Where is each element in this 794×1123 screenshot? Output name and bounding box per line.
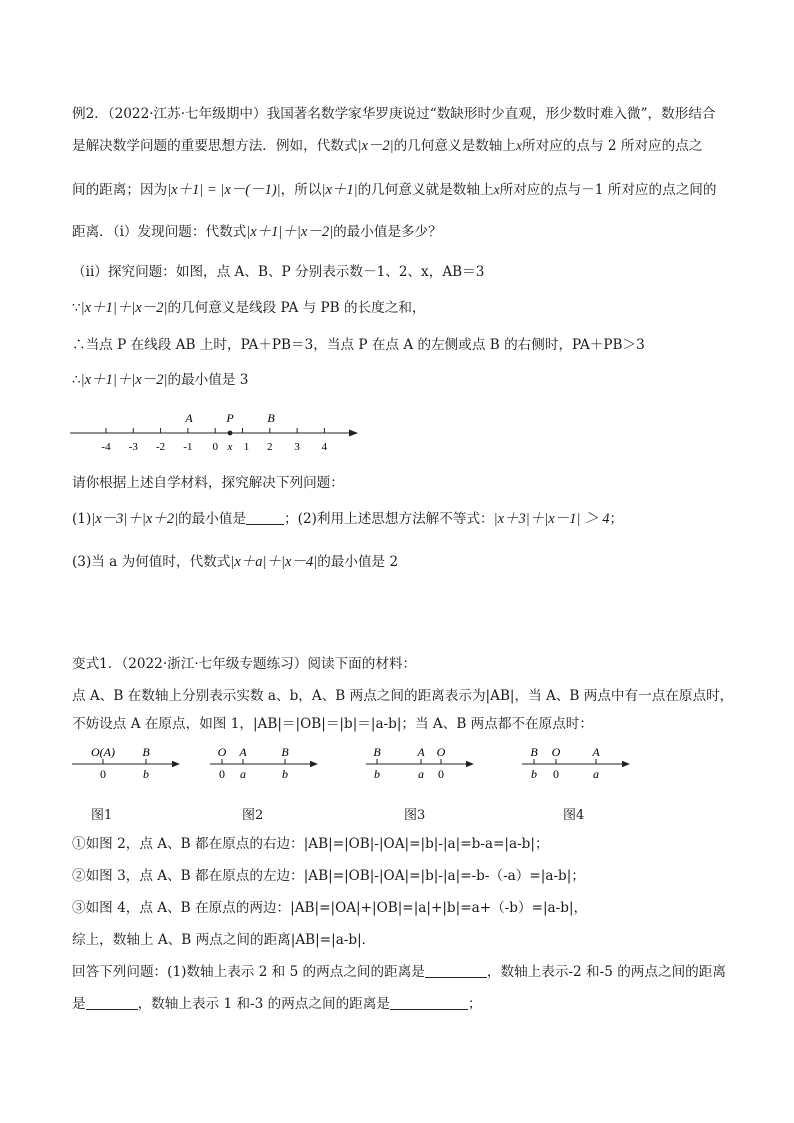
- point-label-a: A: [185, 411, 193, 425]
- figure-2: [208, 742, 323, 782]
- fig2-top-b: B: [281, 745, 289, 759]
- var1-line-2: 点 A、B 在数轴上分别表示实数 a、b，A、B 两点之间的距离表示为|AB|，当 A、B 两点中有一点在原点时，: [72, 688, 734, 704]
- abs-expression: |x＋1|＋|x－2|: [80, 372, 168, 388]
- tick-label: -4: [101, 441, 111, 453]
- tick-label: 4: [321, 441, 328, 453]
- tick-label: -1: [183, 441, 193, 453]
- fig3-top-a: A: [417, 745, 425, 759]
- ex2-line-3: 间的距离；因为|x＋1| = |x－(－1)|，所以|x＋1|的几何意义就是数轴上x所对应的点与－1 所对应的点之间的: [72, 182, 717, 198]
- figure-1: [70, 742, 185, 782]
- answer-blank-3[interactable]: [390, 995, 468, 1010]
- fig4-bottom-a: a: [593, 767, 599, 781]
- caption-fig1: 图1: [91, 808, 113, 823]
- fig4-bottom-b: b: [531, 767, 537, 781]
- abs-expression: |x＋1|＋|x－2|: [80, 300, 168, 316]
- fig3-bottom-0: 0: [438, 767, 444, 781]
- point-p-dot: [228, 431, 233, 436]
- abs-expression: |x－3|＋|x＋2|: [91, 511, 179, 527]
- fig1-top-o: O(A): [91, 745, 115, 759]
- fig1-bottom-0: 0: [100, 767, 106, 781]
- answer-blank[interactable]: [246, 510, 284, 525]
- number-line-figure: [68, 404, 368, 454]
- fig4-top-b: B: [530, 745, 538, 759]
- figure-4: [520, 742, 635, 782]
- var1-question-1: 回答下列问题：(1)数轴上表示 2 和 5 的两点之间的距离是 ，数轴上表示-2 和-5 的两点之间的距离: [72, 964, 726, 980]
- fig1-bottom-b: b: [143, 767, 149, 781]
- ex2-line-4: 距离．（ⅰ）发现问题：代数式|x＋1|＋|x－2|的最小值是多少？: [72, 224, 442, 240]
- ex2-line-6: ∵|x＋1|＋|x－2|的几何意义是线段 PA 与 PB 的长度之和，: [72, 300, 426, 316]
- tick-label: 3: [294, 441, 300, 453]
- caption-fig4: 图4: [563, 808, 585, 823]
- ex2-line-1: 例2．（2022·江苏·七年级期中）我国著名数学家华罗庚说过“数缺形时少直观，形少数时难入微”，数形结合: [72, 106, 716, 122]
- x-label: x: [227, 441, 233, 453]
- abs-expression: |x＋1| = |x－(－1)|: [167, 182, 281, 198]
- abs-expression: |x＋1|＋|x－2|: [246, 224, 334, 240]
- number-line-ticks: [101, 428, 327, 453]
- ex2-line-8: ∴|x＋1|＋|x－2|的最小值是 3: [72, 372, 249, 388]
- tick-label: -2: [156, 441, 166, 453]
- axis-arrow: [349, 430, 358, 437]
- var1-line-3: 不妨设点 A 在原点，如图 1，|AB|＝|OB|＝|b|＝|a-b|；当 A、B 两点都不在原点时：: [72, 716, 593, 732]
- fig2-top-o: O: [217, 745, 227, 759]
- tick-label: -3: [128, 441, 138, 453]
- abs-inequality: |x＋3|＋|x－1| ＞ 4: [493, 511, 610, 527]
- ex2-line-2: 是解决数学问题的重要思想方法．例如，代数式|x－2|的几何意义是数轴上x所对应的点与 2 所对应的点之: [72, 138, 703, 154]
- figure-3: [364, 742, 479, 782]
- var1-question-2: 是 ，数轴上表示 1 和-3 的两点之间的距离是 ；: [72, 996, 482, 1012]
- fig2-top-a: A: [239, 745, 247, 759]
- fig3-bottom-a: a: [418, 767, 424, 781]
- caption-fig3: 图3: [404, 808, 426, 823]
- fig1-top-b: B: [142, 745, 150, 759]
- ex2-line-5: （ⅱ）探究问题：如图，点 A、B、P 分别表示数－1、2、x，AB＝3: [72, 264, 485, 280]
- fig4-top-a: A: [592, 745, 600, 759]
- tick-label: 0: [212, 441, 218, 453]
- var1-summary: 综上，数轴上 A、B 两点之间的距离|AB|=|a-b|．: [72, 932, 376, 948]
- abs-expression: |x＋1|: [321, 182, 358, 198]
- ex2-line-9: 请你根据上述自学材料，探究解决下列问题：: [72, 475, 344, 491]
- fig2-bottom-b: b: [282, 767, 288, 781]
- answer-blank-1[interactable]: [425, 963, 487, 978]
- tick-label: 2: [267, 441, 273, 453]
- fig2-bottom-a: a: [240, 767, 246, 781]
- abs-expression: |x＋a|＋|x－4|: [230, 554, 318, 570]
- abs-expression: |x－2|: [357, 138, 394, 154]
- point-label-b: B: [267, 411, 275, 425]
- ex2-line-7: ∴当点 P 在线段 AB 上时，PA＋PB＝3，当点 P 在点 A 的左侧或点 B 的右侧时，PA＋PB＞3: [72, 337, 645, 353]
- var1-case-2: ②如图 3，点 A、B 都在原点的左边：|AB|=|OB|-|OA|=|b|-|a|=-b-（-a）=|a-b|；: [72, 868, 585, 884]
- ex2-line-10: (1)|x－3|＋|x＋2|的最小值是 ；(2)利用上述思想方法解不等式：|x＋3|＋|x－1| ＞ 4；: [72, 511, 624, 527]
- fig2-bottom-0: 0: [219, 767, 225, 781]
- fig3-top-o: O: [436, 745, 446, 759]
- fig3-bottom-b: b: [374, 767, 380, 781]
- var1-case-1: ①如图 2，点 A、B 都在原点的右边：|AB|=|OB|-|OA|=|b|-|a|=b-a=|a-b|；: [72, 836, 549, 852]
- caption-fig2: 图2: [242, 808, 264, 823]
- answer-blank-2[interactable]: [86, 995, 138, 1010]
- point-label-p: P: [226, 411, 234, 425]
- fig4-top-o: O: [551, 745, 561, 759]
- fig4-bottom-0: 0: [553, 767, 559, 781]
- ex2-line-11: (3)当 a 为何值时，代数式|x＋a|＋|x－4|的最小值是 2: [72, 554, 399, 570]
- tick-label: 1: [243, 441, 250, 453]
- fig3-top-b: B: [373, 745, 381, 759]
- var1-line-1: 变式1．（2022·浙江·七年级专题练习）阅读下面的材料：: [72, 656, 417, 672]
- var1-case-3: ③如图 4，点 A、B 在原点的两边：|AB|=|OA|+|OB|=|a|+|b|=a+（-b）=|a-b|，: [72, 900, 588, 916]
